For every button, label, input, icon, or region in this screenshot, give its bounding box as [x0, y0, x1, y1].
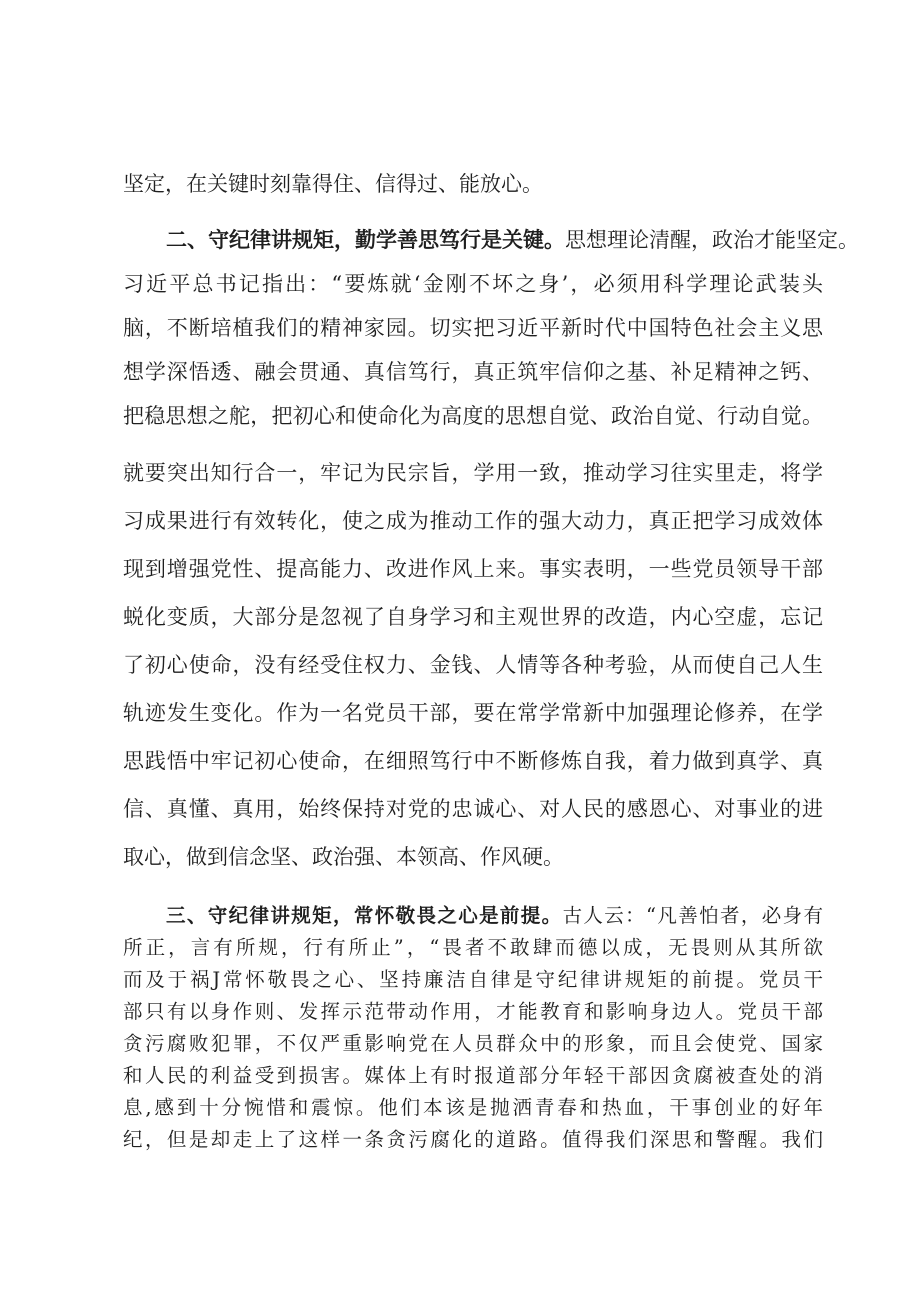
paragraph-2-line: 现到增强党性、提高能力、改进作风上来。事实表明，一些党员领导干部: [123, 557, 823, 581]
paragraph-2-line: 脑，不断培植我们的精神家园。切实把习近平新时代中国特色社会主义思: [123, 316, 823, 340]
paragraph-2-line: 就要突出知行合一，牢记为民宗旨，学用一致，推动学习往实里走，将学: [123, 461, 823, 485]
paragraph-3-line: 所正，言有所规，行有所止”，“畏者不敢肆而德以成，无畏则从其所欲: [123, 936, 823, 959]
paragraph-2-line: 取心，做到信念坚、政治强、本领高、作风硬。: [123, 845, 564, 869]
section-3-heading: 三、守纪律讲规矩，常怀敬畏之心是前提。: [166, 904, 563, 927]
paragraph-3-line: 贪污腐败犯罪，不仅严重影响党在人员群众中的形象，而且会使党、国家: [123, 1032, 823, 1055]
paragraph-2-line: 蜕化变质，大部分是忽视了自身学习和主观世界的改造，内心空虚，忘记: [123, 605, 823, 629]
paragraph-3-line: 部只有以身作则、发挥示范带动作用，才能教育和影响身边人。党员干部: [123, 1000, 823, 1023]
section-2-heading: 二、守纪律讲规矩，勤学善思笃行是关键。: [166, 227, 565, 252]
paragraph-3-first-line: [166, 905, 823, 927]
paragraph-2-first-line: [166, 227, 859, 252]
paragraph-2-line: 把稳思想之舵，把初心和使命化为高度的思想自觉、政治自觉、行动自觉。: [123, 404, 823, 428]
paragraph-3-first-line-rest: 古人云：“凡善怕者，必身有: [562, 904, 823, 927]
paragraph-2-line: 了初心使命，没有经受住权力、金钱、人情等各种考验，从而使自己人生: [123, 653, 823, 677]
paragraph-2-line: 想学深悟透、融会贯通、真信笃行，真正筑牢信仰之基、补足精神之钙、: [123, 360, 823, 384]
paragraph-2-line: 信、真懂、真用，始终保持对党的忠诚心、对人民的感恩心、对事业的进: [123, 797, 823, 821]
paragraph-3-line: 息,感到十分惋惜和震惊。他们本该是抛洒青春和热血，干事创业的好年: [123, 1096, 823, 1119]
paragraph-2-line: 习成果进行有效转化，使之成为推动工作的强大动力，真正把学习成效体: [123, 509, 823, 533]
paragraph-3-line: 而及于祸J常怀敬畏之心、坚持廉洁自律是守纪律讲规矩的前提。党员干: [123, 968, 823, 991]
paragraph-2-line: 思践悟中牢记初心使命，在细照笃行中不断修炼自我，着力做到真学、真: [123, 749, 823, 773]
paragraph-2-line: 轨迹发生变化。作为一名党员干部，要在常学常新中加强理论修养，在学: [123, 701, 823, 725]
paragraph-2-first-line-rest: 思想理论清醒，政治才能坚定。: [565, 228, 859, 252]
paragraph-3-line: 纪，但是却走上了这样一条贪污腐化的道路。值得我们深思和警醒。我们: [123, 1128, 823, 1151]
paragraph-2-line: 习近平总书记指出：“要炼就‘金刚不坏之身’，必须用科学理论武装头: [123, 272, 823, 296]
paragraph-3-line: 和人民的利益受到损害。媒体上有时报道部分年轻干部因贪腐被查处的消: [123, 1064, 823, 1087]
paragraph-1-line-1: 坚定，在关键时刻靠得住、信得过、能放心。: [123, 172, 543, 196]
